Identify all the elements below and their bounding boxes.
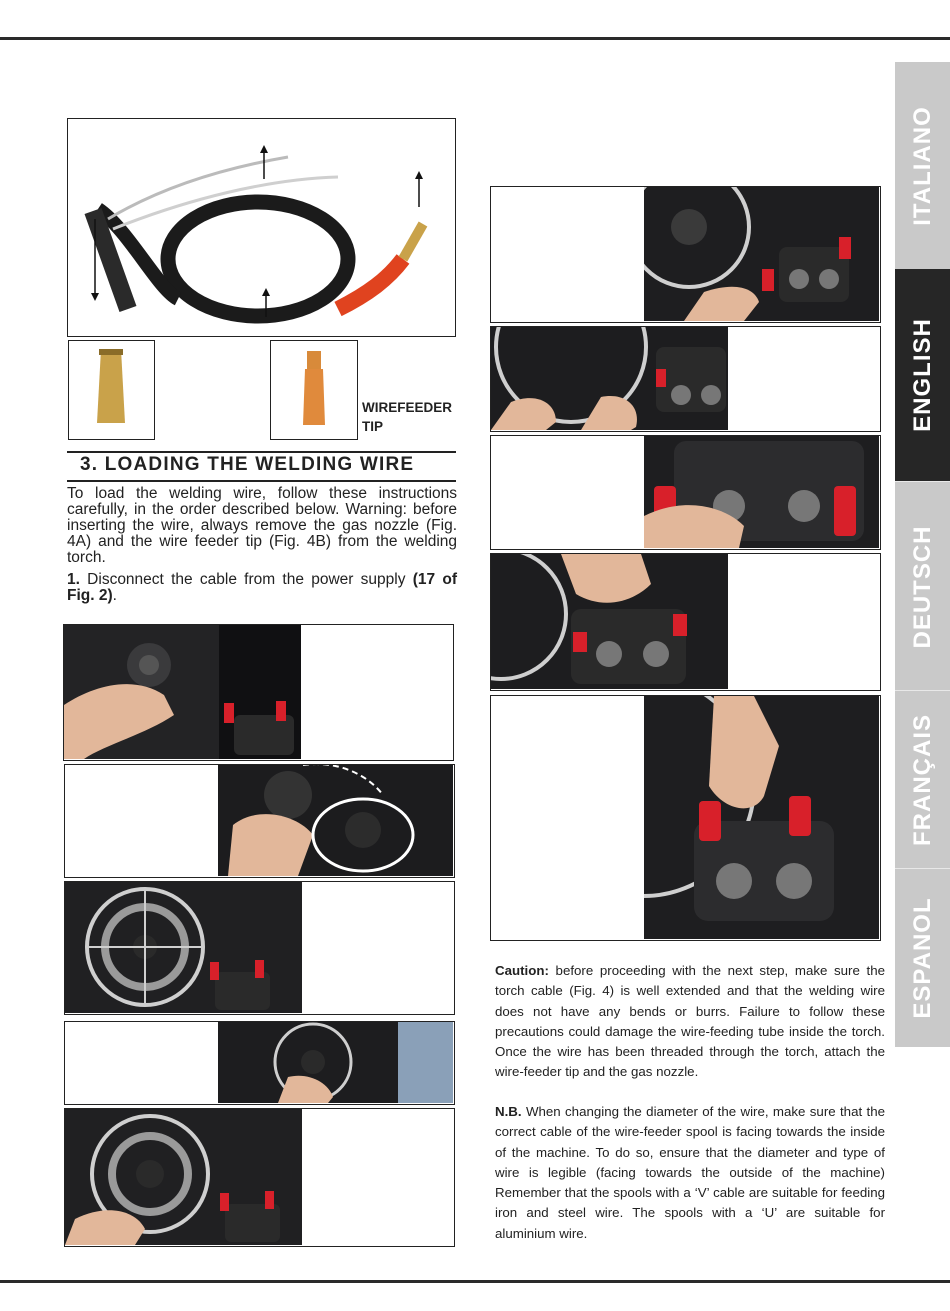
wirefeeder-tip-image [271,341,356,438]
heading-top-rule [67,451,456,453]
photo-open-rollers [644,187,879,321]
top-rule [0,37,950,40]
step-photo-7 [490,326,881,432]
photo-close-rollers [644,436,879,548]
step-photo-6 [490,186,881,323]
torch-figure [67,118,456,337]
gas-nozzle-image [69,341,153,438]
tab-italiano[interactable]: ITALIANO [895,62,950,269]
tab-english[interactable]: ENGLISH [895,269,950,481]
photo-secure-spool [218,1022,453,1103]
photo-remove-knob [64,625,301,759]
gas-nozzle-figure [68,340,155,440]
step-photo-10 [490,695,881,941]
photo-knob-removed [218,765,453,876]
step-1-paragraph: 1. Disconnect the cable from the power supply (17 of Fig. 2). [67,571,458,604]
heading-bottom-rule [67,480,456,482]
photo-lock-rollers [491,554,728,689]
step-photo-1 [63,624,454,761]
caution-paragraph: Caution: before proceeding with the next step, make sure the torch cable (Fig. 4) is well extended and that the welding wire does not have any bends or burrs. Failure to follow these precautions could damage the wire-feeding tube inside the torch. Once the wire has been threaded through the torch, attach the wire-feeder tip and the gas nozzle. [495,963,885,1080]
step-photo-2 [64,764,455,878]
step-photo-3 [64,881,455,1015]
step-photo-9 [490,553,881,691]
step-photo-5 [64,1108,455,1247]
intro-paragraph: To load the welding wire, follow these instructions carefully, in the order described below. Warning: before inserting the wire, always remove the gas nozzle (Fig. 4A) and the wire feeder tip (Fig. 4B) from the welding torch. [67,485,457,566]
tab-espanol[interactable]: ESPANOL [895,868,950,1047]
section-heading: 3. LOADING THE WELDING WIRE [80,454,415,475]
tab-deutsch[interactable]: DEUTSCH [895,481,950,691]
wirefeeder-tip-figure [270,340,358,440]
step-photo-4 [64,1021,455,1105]
photo-adjust-tension [644,696,879,939]
nb-paragraph: N.B. When changing the diameter of the wire, make sure that the correct cable of the wire-feeder spool is facing towards the inside of the machine. To do so, ensure that the diameter and type of wire is legible (facing towards the outside of the machine) Remember that the spools with a ‘V’ cable are suitable for feeding iron and steel wire. The spools with a ‘U’ are suitable for aluminium wire. [495,1104,885,1241]
welding-torch-image [68,119,454,335]
photo-tighten-spool [65,1109,302,1245]
wirefeeder-tip-label: WIREFEEDER TIP [362,400,453,434]
photo-thread-wire [491,327,728,430]
bottom-rule [0,1280,950,1283]
step-photo-8 [490,435,881,550]
tab-francais[interactable]: FRANÇAIS [895,690,950,869]
photo-insert-spool [65,882,302,1013]
